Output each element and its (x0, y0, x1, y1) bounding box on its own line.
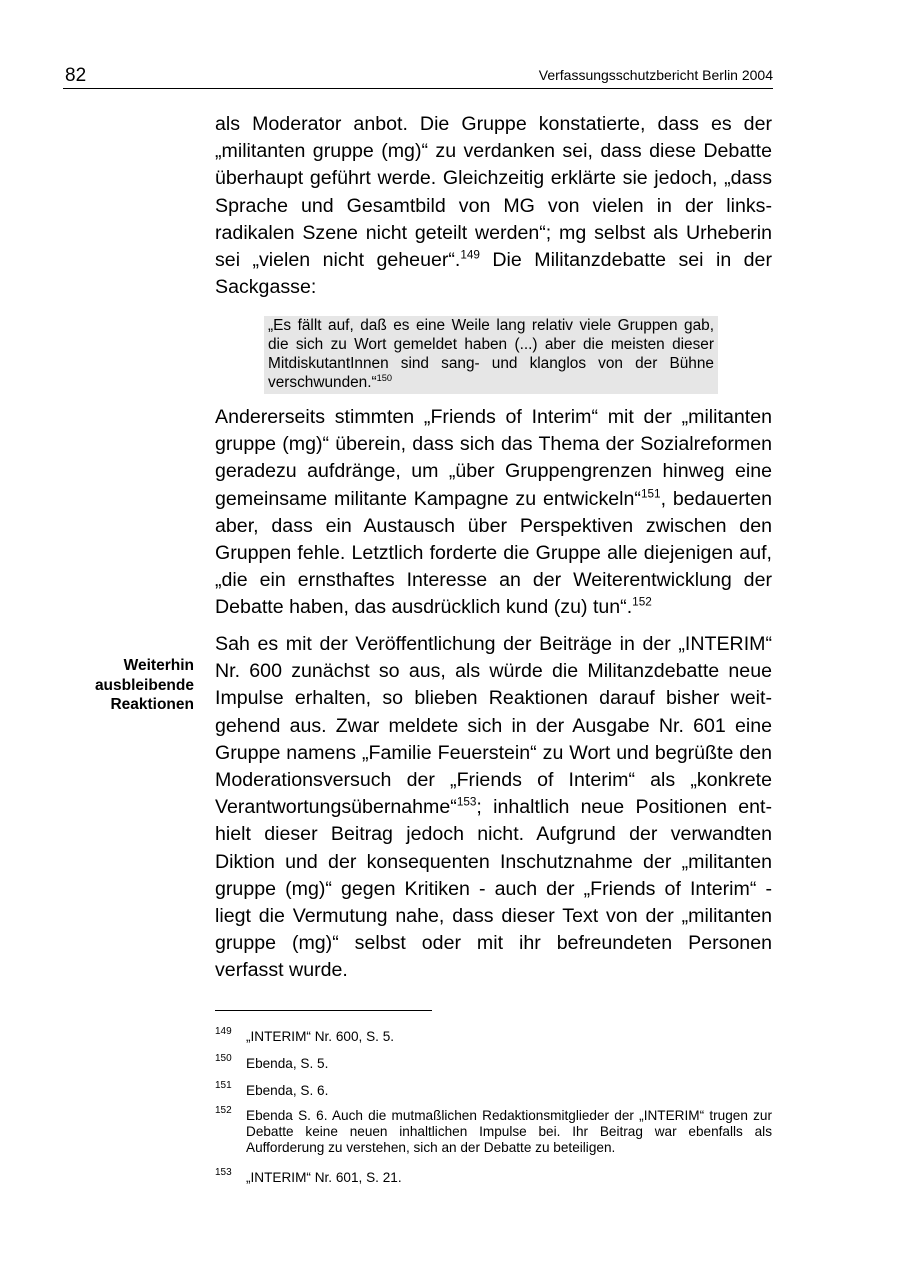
footnote-ref-149[interactable]: 149 (460, 248, 480, 262)
footnote-number: 153 (215, 1167, 232, 1178)
footnote-number: 149 (215, 1026, 232, 1037)
paragraph-1-text-a: als Moderator anbot. Die Gruppe konstatierte, dass es der „militanten gruppe (mg)“ zu verdanken sei, dass diese Debatte überhaupt geführt werde. Gleichzeitig erklärte sie jedoch, „dass Sprache und Gesamtbild von MG von vielen in der links-radikalen Szene nicht geteilt werden“; mg selbst als Urheberin sei „vielen nicht geheuer“. (215, 113, 772, 272)
paragraph-2 (215, 404, 772, 622)
running-title: Verfassungsschutzbericht Berlin 2004 (538, 67, 773, 83)
footnote-number: 151 (215, 1080, 232, 1091)
footnote-ref-150[interactable]: 150 (376, 373, 393, 384)
footnote (215, 1080, 772, 1099)
paragraph-3-text-a: Sah es mit der Veröffentlichung der Beiträge in der „INTERIM“ Nr. 600 zunächst so aus, als würde die Militanzdebatte neue Impulse erhalten, so blieben Reaktionen darauf bisher weit-gehend aus. Zwar meldete sich in der Ausgabe Nr. 601 eine Gruppe namens „Familie Feuerstein“ zu Wort und begrüßte den Moderationsversuch der „Friends of Interim“ als „konkrete Verantwortungsübernahme“ (215, 633, 772, 819)
paragraph-3 (215, 631, 772, 985)
paragraph-2-text-a: Andererseits stimmten „Friends of Interim“ mit der „militanten gruppe (mg)“ überein, dass sich das Thema der Sozialreformen geradezu aufdränge, um „über Gruppengrenzen hinweg eine gemeinsame militante Kampagne zu entwickeln“ (215, 406, 772, 510)
footnote (215, 1026, 772, 1045)
footnote-separator (215, 1010, 432, 1011)
footnote-ref-151[interactable]: 151 (640, 487, 661, 501)
footnote-number: 150 (215, 1053, 232, 1064)
footnote-text: „INTERIM“ Nr. 601, S. 21. (246, 1170, 402, 1185)
block-quote (264, 316, 718, 394)
footnote-text: „INTERIM“ Nr. 600, S. 5. (246, 1029, 395, 1044)
footnote-ref-153[interactable]: 153 (456, 795, 477, 809)
footnote (215, 1105, 772, 1156)
page-header (63, 60, 773, 89)
paragraph-2-text-b: , bedauerten aber, dass ein Austausch über Perspektiven zwischen den Gruppen fehle. Letztlich forderte die Gruppe alle diejenigen auf, „die ein ernsthaftes Interesse an der Weiterentwicklung der Debatte haben, das ausdrücklich kund (zu) tun“. (215, 487, 772, 619)
footnote-text: Ebenda S. 6. Auch die mutmaßlichen Redaktionsmitglieder der „INTERIM“ trugen zur Debatte keine neuen inhaltlichen Impulse bei. Ihr Beitrag war ebenfalls als Aufforderung zu verstehen, sich an der Debatte zu beteiligen. (246, 1108, 772, 1155)
footnote-text: Ebenda, S. 5. (246, 1056, 329, 1071)
margin-note-line: Reaktionen (110, 696, 194, 713)
paragraph-1 (215, 111, 772, 301)
paragraph-3-text-b: ; inhaltlich neue Positionen ent-hielt dieser Beitrag jedoch nicht. Aufgrund der verwandten Diktion und der konsequenten Inschutznahme der „militanten gruppe (mg)“ gegen Kritiken - auch der „Friends of Interim“ - liegt die Vermutung nahe, dass dieser Text von der „militanten gruppe (mg)“ selbst oder mit ihr befreundeten Personen verfasst wurde. (215, 796, 772, 982)
block-quote-text: „Es fällt auf, daß es eine Weile lang relativ viele Gruppen gab, die sich zu Wort gemeldet haben (...) aber die meisten dieser MitdiskutantInnen sind sang- und klanglos von der Bühne verschwunden.“ (268, 317, 714, 392)
footnote-text: Ebenda, S. 6. (246, 1083, 329, 1098)
page-number: 82 (65, 65, 87, 86)
margin-note-line: Weiterhin (123, 657, 194, 674)
footnote-number: 152 (215, 1105, 232, 1116)
margin-note-line: ausbleibende (94, 676, 194, 694)
margin-note (60, 656, 194, 715)
footnote-ref-152[interactable]: 152 (632, 595, 652, 609)
paragraph-1-text-b: Die Militanzdebatte sei in der Sackgasse: (215, 249, 772, 299)
footnote (215, 1167, 772, 1186)
footnote (215, 1053, 772, 1072)
